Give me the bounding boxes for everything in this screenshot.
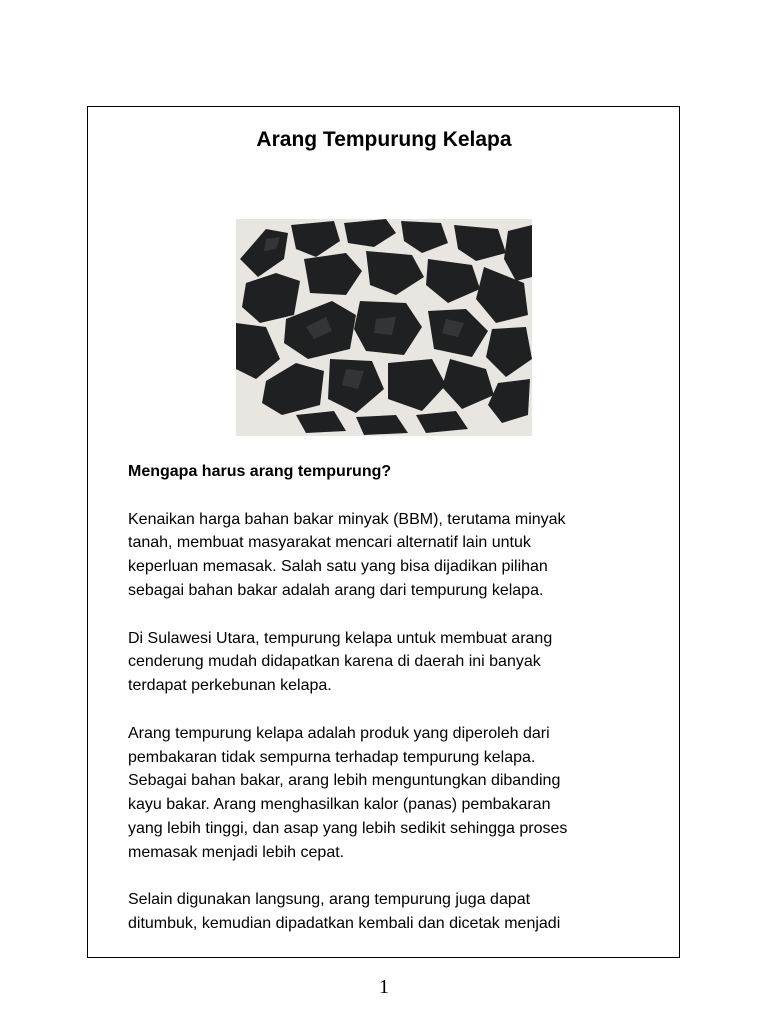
page-number: 1 [379, 976, 389, 998]
text-line: tanah, membuat masyarakat mencari alternatif lain untuk [128, 534, 531, 552]
text-line: pembakaran tidak sempurna terhadap tempurung kelapa. [128, 748, 536, 766]
document-title: Arang Tempurung Kelapa [256, 128, 512, 151]
paragraph-3 [128, 722, 648, 865]
text-line: Selain digunakan langsung, arang tempurung juga dapat [128, 891, 531, 909]
text-line: terdapat perkebunan kelapa. [128, 677, 332, 695]
text-line: Kenaikan harga bahan bakar minyak (BBM), terutama minyak [128, 510, 566, 528]
text-line: memasak menjadi lebih cepat. [128, 843, 345, 861]
text-line: kayu bakar. Arang menghasilkan kalor (panas) pembakaran [128, 796, 551, 814]
text-line: ditumbuk, kemudian dipadatkan kembali dan dicetak menjadi [128, 915, 561, 933]
text-line: Arang tempurung kelapa adalah produk yang diperoleh dari [128, 724, 550, 742]
text-line: Sebagai bahan bakar, arang lebih menguntungkan dibanding [128, 772, 561, 790]
text-line: Di Sulawesi Utara, tempurung kelapa untuk membuat arang [128, 629, 553, 647]
text-line: sebagai bahan bakar adalah arang dari tempurung kelapa. [128, 581, 544, 599]
text-line: keperluan memasak. Salah satu yang bisa dijadikan pilihan [128, 558, 548, 576]
text-line: cenderung mudah didapatkan karena di daerah ini banyak [128, 653, 541, 671]
paragraph-1 [128, 508, 648, 603]
charcoal-photo [236, 219, 532, 436]
paragraph-2 [128, 627, 648, 698]
section-heading: Mengapa harus arang tempurung? [128, 463, 392, 480]
paragraph-4 [128, 888, 648, 936]
text-line: yang lebih tinggi, dan asap yang lebih sedikit sehingga proses [128, 819, 568, 837]
article-body [128, 460, 648, 960]
